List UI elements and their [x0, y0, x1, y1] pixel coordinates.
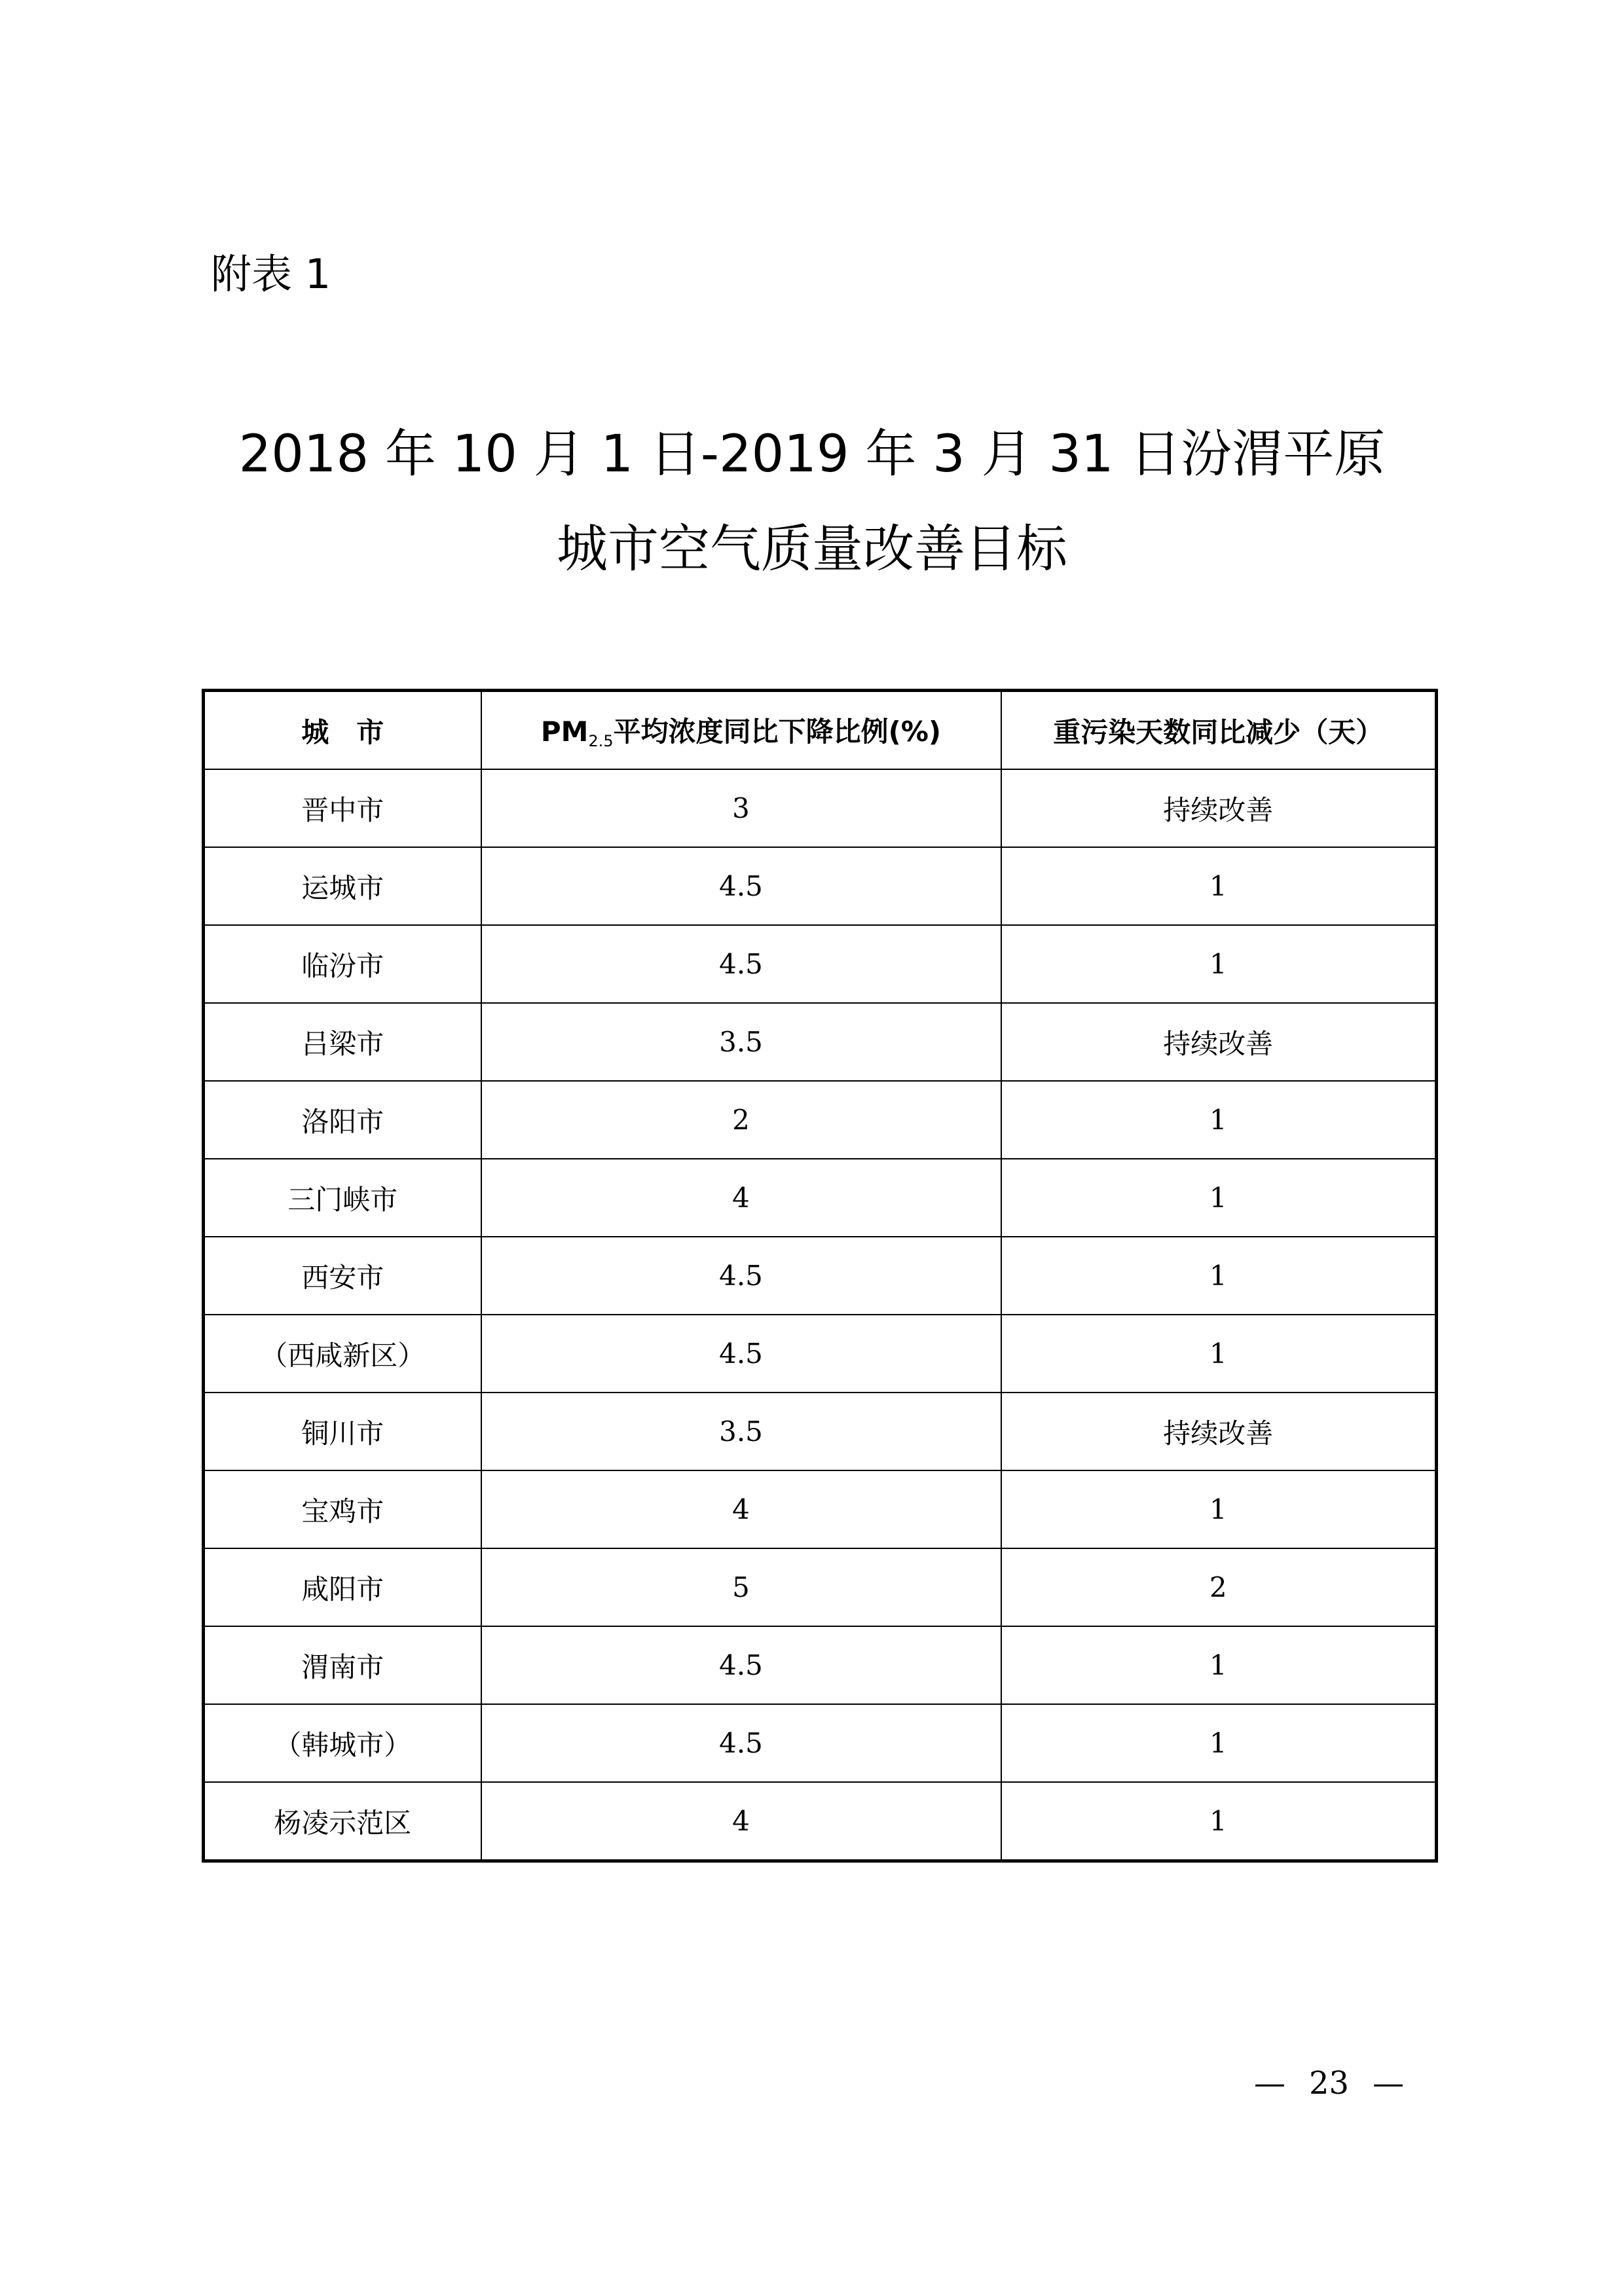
table-row — [204, 1626, 1437, 1704]
cell-heavy-days-reduction: 2 — [1001, 1548, 1437, 1626]
cell-city: 三门峡市 — [204, 1159, 481, 1237]
cell-pm25-reduction: 4 — [481, 1159, 1001, 1237]
cell-pm25-reduction: 4.5 — [481, 1315, 1001, 1393]
document-title-line-1: 2018 年 10 月 1 日-2019 年 3 月 31 日汾渭平原 — [238, 425, 1386, 484]
cell-city: 吕梁市 — [204, 1003, 481, 1081]
air-quality-targets-table-container — [202, 689, 1435, 1863]
table-row — [204, 1704, 1437, 1782]
cell-heavy-days-reduction: 1 — [1001, 1626, 1437, 1704]
cell-pm25-reduction: 3 — [481, 769, 1001, 847]
table-row — [204, 1548, 1437, 1626]
table-row — [204, 1237, 1437, 1315]
header-pm25-suffix: 平均浓度同比下降比例(%) — [613, 716, 942, 748]
cell-heavy-days-reduction: 1 — [1001, 1470, 1437, 1548]
air-quality-targets-table — [202, 689, 1438, 1863]
cell-city: 临汾市 — [204, 925, 481, 1003]
header-pm25-subscript: 2.5 — [588, 732, 614, 750]
cell-pm25-reduction: 4.5 — [481, 847, 1001, 925]
cell-heavy-days-reduction: 1 — [1001, 847, 1437, 925]
cell-heavy-days-reduction: 持续改善 — [1001, 769, 1437, 847]
table-row — [204, 1081, 1437, 1159]
cell-city: 宝鸡市 — [204, 1470, 481, 1548]
page-number — [1254, 2065, 1405, 2102]
cell-pm25-reduction: 4 — [481, 1470, 1001, 1548]
table-row — [204, 1393, 1437, 1470]
table-body — [204, 769, 1437, 1861]
annex-label: 附表 1 — [211, 250, 331, 298]
cell-city: 运城市 — [204, 847, 481, 925]
cell-city: （韩城市） — [204, 1704, 481, 1782]
cell-pm25-reduction: 4.5 — [481, 1237, 1001, 1315]
table-row — [204, 1003, 1437, 1081]
header-heavy-pollution-days: 重污染天数同比减少（天） — [1001, 691, 1437, 770]
cell-city: 咸阳市 — [204, 1548, 481, 1626]
cell-heavy-days-reduction: 持续改善 — [1001, 1003, 1437, 1081]
table-row — [204, 769, 1437, 847]
header-pm25-prefix: PM — [540, 716, 589, 748]
cell-city: 晋中市 — [204, 769, 481, 847]
cell-heavy-days-reduction: 1 — [1001, 1081, 1437, 1159]
cell-heavy-days-reduction: 1 — [1001, 1237, 1437, 1315]
cell-heavy-days-reduction: 1 — [1001, 1315, 1437, 1393]
cell-city: （西咸新区） — [204, 1315, 481, 1393]
header-pm25-reduction — [481, 691, 1001, 770]
table-row — [204, 1315, 1437, 1393]
cell-pm25-reduction: 3.5 — [481, 1003, 1001, 1081]
page-number-value: 23 — [1309, 2065, 1350, 2102]
cell-heavy-days-reduction: 1 — [1001, 925, 1437, 1003]
header-city: 城 市 — [204, 691, 481, 770]
cell-city: 铜川市 — [204, 1393, 481, 1470]
cell-pm25-reduction: 4 — [481, 1782, 1001, 1861]
cell-heavy-days-reduction: 1 — [1001, 1159, 1437, 1237]
cell-pm25-reduction: 2 — [481, 1081, 1001, 1159]
cell-heavy-days-reduction: 1 — [1001, 1704, 1437, 1782]
cell-pm25-reduction: 5 — [481, 1548, 1001, 1626]
cell-city: 渭南市 — [204, 1626, 481, 1704]
table-row — [204, 1782, 1437, 1861]
cell-city: 西安市 — [204, 1237, 481, 1315]
table-row — [204, 925, 1437, 1003]
document-title-line-2: 城市空气质量改善目标 — [556, 520, 1067, 579]
cell-heavy-days-reduction: 1 — [1001, 1782, 1437, 1861]
cell-pm25-reduction: 4.5 — [481, 1704, 1001, 1782]
cell-city: 洛阳市 — [204, 1081, 481, 1159]
cell-pm25-reduction: 4.5 — [481, 925, 1001, 1003]
table-row — [204, 847, 1437, 925]
cell-pm25-reduction: 4.5 — [481, 1626, 1001, 1704]
cell-heavy-days-reduction: 持续改善 — [1001, 1393, 1437, 1470]
page-number-dash-left: — — [1254, 2065, 1285, 2102]
page-number-dash-right: — — [1373, 2065, 1405, 2102]
cell-city: 杨凌示范区 — [204, 1782, 481, 1861]
cell-pm25-reduction: 3.5 — [481, 1393, 1001, 1470]
table-row — [204, 1470, 1437, 1548]
table-row — [204, 1159, 1437, 1237]
table-header-row — [204, 691, 1437, 770]
